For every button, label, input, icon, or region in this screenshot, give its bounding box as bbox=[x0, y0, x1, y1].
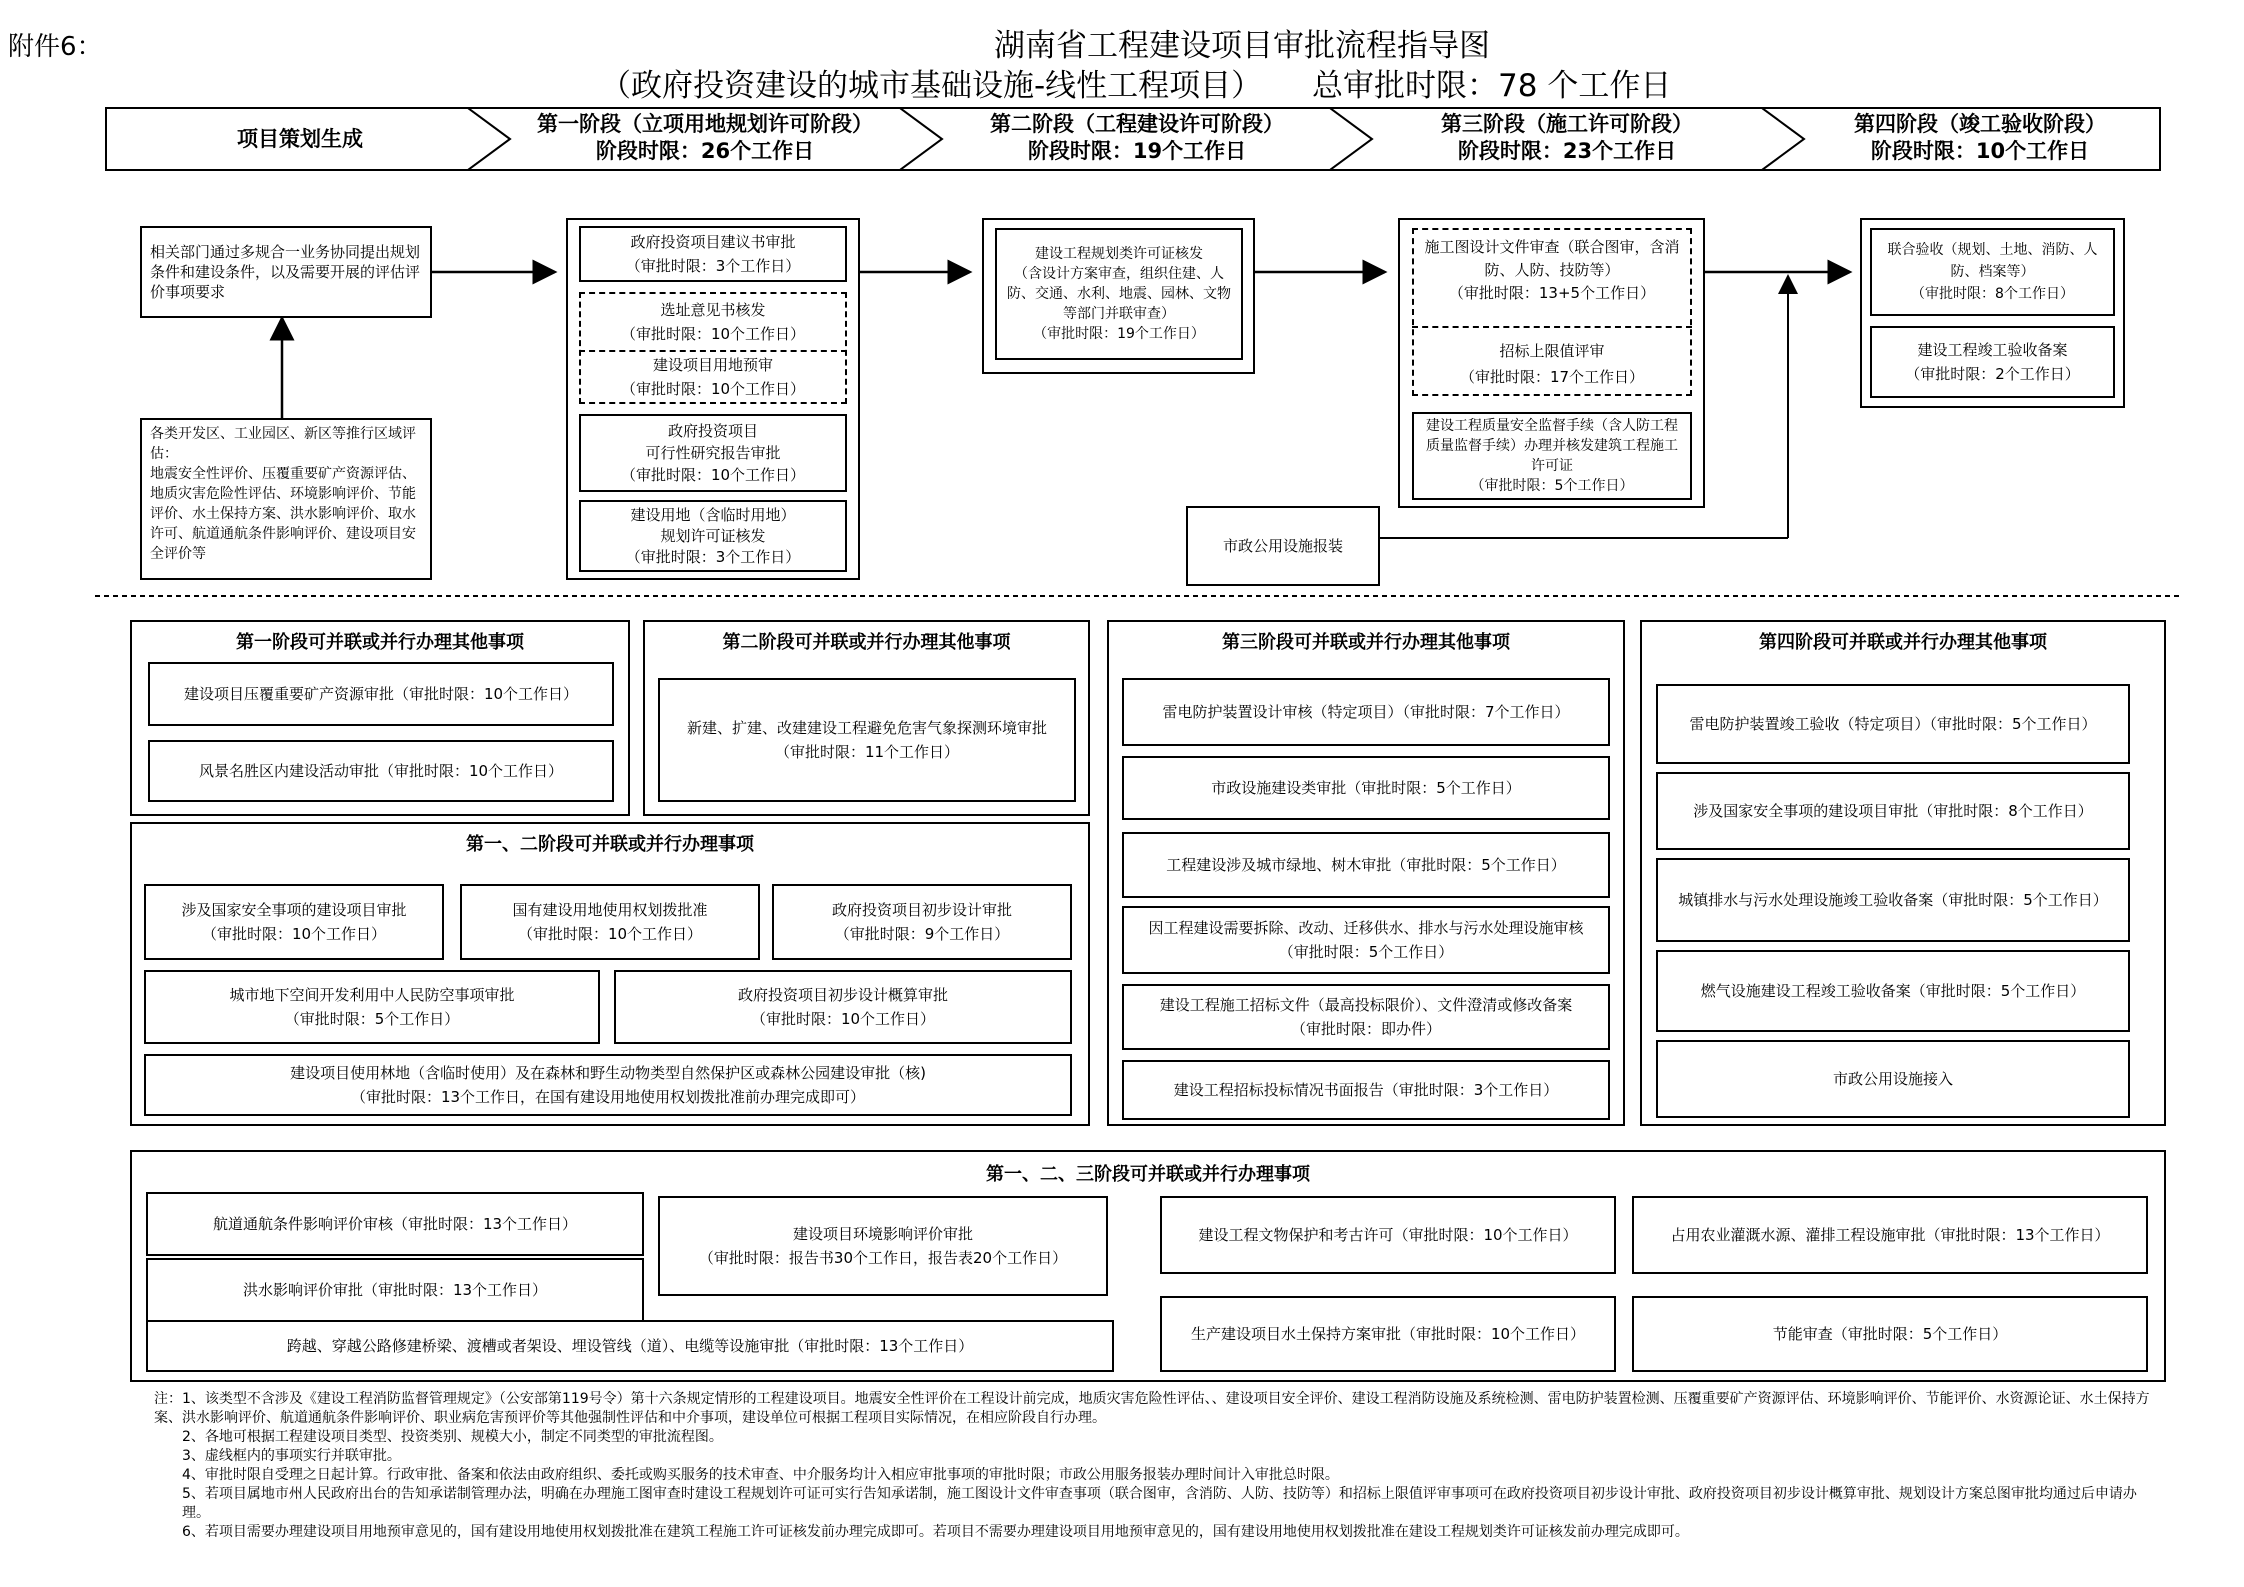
p12-item-6-limit: （审批时限：13个工作日，在国有建设用地使用权划拨批准前办理完成即可） bbox=[350, 1088, 866, 1106]
s3-drawing-title: 施工图设计文件审查（联合图审，含消防、人防、技防等） bbox=[1424, 238, 1680, 279]
s2-planning-permit-box bbox=[995, 228, 1243, 360]
stage-1-name: 第一阶段（立项用地规划许可阶段） bbox=[537, 112, 873, 136]
s2-permit-title: 建设工程规划类许可证核发 bbox=[1035, 246, 1203, 262]
s1-site-limit: （审批时限：10个工作日） bbox=[620, 325, 806, 343]
p3-item-4-limit: （审批时限：5个工作日） bbox=[1278, 943, 1454, 961]
p2-title: 第二阶段可并联或并行办理其他事项 bbox=[722, 632, 1011, 653]
p4-item-2-text: 涉及国家安全事项的建设项目审批（审批时限：8个工作日） bbox=[1693, 802, 2093, 820]
note-6: 6、若项目需要办理建设项目用地预审意见的，国有建设用地使用权划拨批准在建筑工程施工许可证核发前办理完成即可。若项目不需要办理建设项目用地预审意见的，国有建设用地使用权划拨批准在建设工程规划类许可证核发前办理完成即可。 bbox=[182, 1524, 1689, 1540]
s1-site-title: 选址意见书核发 bbox=[660, 301, 766, 319]
s3-municipal-text: 市政公用设施报装 bbox=[1222, 537, 1343, 555]
note-1: 注：1、该类型不含涉及《建设工程消防监督管理规定》（公安部第119号令）第十六条规定情形的工程建设项目。地震安全性评价在工程设计前完成，地质灾害危险性评估、、建设项目安全评价、建设工程消防设施及系统检测、雷电防护装置检测、压覆重要矿产资源评估、环境影响评价、节能评价、水资源论证、水土保持方案、洪水影响评价、航道通航条件影响评价、职业病危害预评价等其他强制性评估和中介事项，建设单位可根据工程项目实际情况，在相应阶段自行办理。 bbox=[154, 1391, 2150, 1426]
p4-item-3 bbox=[1656, 858, 2130, 942]
s2-permit-desc: （含设计方案审查，组织住建、人防、交通、水利、地震、园林、文物等部门并联审查） bbox=[1007, 266, 1231, 322]
p123-item-8-text: 节能审查（审批时限：5个工作日） bbox=[1772, 1325, 2008, 1343]
plan-main-text: 相关部门通过多规合一业务协同提出规划条件和建设条件，以及需要开展的评估评价事项要求 bbox=[150, 243, 421, 301]
p123-item-5-text: 建设工程文物保护和考古许可（审批时限：10个工作日） bbox=[1198, 1226, 1578, 1244]
p4-item-5 bbox=[1656, 1040, 2130, 1118]
p2-item-1-text: 新建、扩建、改建建设工程避免危害气象探测环境审批 bbox=[686, 719, 1047, 737]
p123-item-1-text: 航道通航条件影响评价审核（审批时限：13个工作日） bbox=[212, 1215, 578, 1233]
s4-joint-limit: （审批时限：8个工作日） bbox=[1911, 286, 2074, 302]
s3-municipal-report-box bbox=[1186, 506, 1380, 586]
s1-landplan-title1: 建设用地（含临时用地） bbox=[630, 505, 796, 524]
stage-1-limit: 阶段时限：26个工作日 bbox=[595, 139, 815, 163]
s1-landpre-item bbox=[579, 353, 847, 401]
s1-feasibility-title1: 政府投资项目 bbox=[667, 422, 758, 440]
stage-2-limit: 阶段时限：19个工作日 bbox=[1027, 139, 1247, 163]
s1-divider bbox=[579, 350, 847, 352]
plan-eval-heading: 各类开发区、工业园区、新区等推行区域评估： bbox=[150, 426, 416, 462]
stage-2-name: 第二阶段（工程建设许可阶段） bbox=[990, 112, 1284, 136]
p12-item-4-limit: （审批时限：5个工作日） bbox=[284, 1010, 460, 1028]
p123-item-5 bbox=[1160, 1196, 1616, 1274]
s1-landplan-box bbox=[579, 500, 847, 572]
p3-item-2 bbox=[1122, 756, 1610, 820]
s3-drawing-limit: （审批时限：13+5个工作日） bbox=[1448, 284, 1656, 302]
p12-title: 第一、二阶段可并联或并行办理事项 bbox=[466, 834, 754, 855]
s3-construction-limit: （审批时限：5个工作日） bbox=[1470, 478, 1634, 494]
s4-filing-title: 建设工程竣工验收备案 bbox=[1917, 341, 2068, 359]
s3-bid-title: 招标上限值评审 bbox=[1499, 342, 1605, 360]
p4-item-1 bbox=[1656, 684, 2130, 764]
p2-item-1 bbox=[658, 678, 1076, 802]
p12-item-1-limit: （审批时限：10个工作日） bbox=[201, 925, 387, 943]
p123-item-8 bbox=[1632, 1296, 2148, 1372]
plan-main-box bbox=[140, 226, 432, 318]
p3-item-3-text: 工程建设涉及城市绿地、树木审批（审批时限：5个工作日） bbox=[1166, 856, 1566, 874]
stage-0-label: 项目策划生成 bbox=[237, 127, 363, 151]
s3-construction-permit-box bbox=[1412, 412, 1692, 500]
p123-item-1 bbox=[146, 1192, 644, 1256]
p4-item-5-text: 市政公用设施接入 bbox=[1832, 1070, 1953, 1088]
p12-item-5-limit: （审批时限：10个工作日） bbox=[750, 1010, 936, 1028]
p123-item-6 bbox=[1160, 1296, 1616, 1372]
stage-4-name: 第四阶段（竣工验收阶段） bbox=[1854, 112, 2106, 136]
s1-proposal-box bbox=[579, 226, 847, 282]
p3-item-2-text: 市政设施建设类审批（审批时限：5个工作日） bbox=[1211, 779, 1521, 797]
p1-item-2-text: 风景名胜区内建设活动审批（审批时限：10个工作日） bbox=[198, 762, 564, 780]
p1-item-1-text: 建设项目压覆重要矿产资源审批（审批时限：10个工作日） bbox=[183, 685, 579, 703]
p3-item-3 bbox=[1122, 832, 1610, 898]
p12-item-5 bbox=[614, 970, 1072, 1044]
s3-bid-ceiling-item bbox=[1412, 338, 1692, 390]
p123-item-7 bbox=[1632, 1196, 2148, 1274]
p123-item-4 bbox=[658, 1196, 1108, 1296]
p3-item-1-text: 雷电防护装置设计审核（特定项目）（审批时限：7个工作日） bbox=[1162, 703, 1570, 721]
p4-item-3-text: 城镇排水与污水处理设施竣工验收备案（审批时限：5个工作日） bbox=[1678, 891, 2108, 909]
p123-item-2 bbox=[146, 1258, 644, 1322]
subtitle-text: （政府投资建设的城市基础设施-线性工程项目） bbox=[600, 68, 1263, 104]
s3-bid-limit: （审批时限：17个工作日） bbox=[1459, 368, 1645, 386]
s4-joint-acceptance-box bbox=[1870, 228, 2115, 316]
p123-item-7-text: 占用农业灌溉水源、灌排工程设施审批（审批时限：13个工作日） bbox=[1670, 1226, 2110, 1244]
p3-item-5-limit: （审批时限：即办件） bbox=[1290, 1020, 1441, 1038]
p12-item-1-text: 涉及国家安全事项的建设项目审批 bbox=[181, 901, 407, 919]
stage-4-limit: 阶段时限：10个工作日 bbox=[1870, 139, 2090, 163]
attachment-label: 附件6： bbox=[8, 32, 103, 62]
p3-item-5 bbox=[1122, 984, 1610, 1050]
p3-item-1 bbox=[1122, 678, 1610, 746]
p12-item-4 bbox=[144, 970, 600, 1044]
p3-item-6 bbox=[1122, 1060, 1610, 1120]
p123-item-4-text: 建设项目环境影响评价审批 bbox=[792, 1225, 973, 1243]
notes bbox=[154, 1390, 2164, 1542]
note-4: 4、审批时限自受理之日起计算。行政审批、备案和依法由政府组织、委托或购买服务的技术审查、中介服务均计入相应审批事项的审批时限；市政公用服务报装办理时间计入审批总时限。 bbox=[182, 1467, 1339, 1483]
note-5: 5、若项目属地市州人民政府出台的告知承诺制管理办法，明确在办理施工图审查时建设工程规划许可证可实行告知承诺制，施工图设计文件审查事项（联合图审，含消防、人防、技防等）和招标上限值评审事项可在政府投资项目初步设计审批、政府投资项目初步设计概算审批、规划设计方案总图审批均通过后申请办理。 bbox=[182, 1486, 2137, 1521]
note-3: 3、虚线框内的事项实行并联审批。 bbox=[182, 1448, 401, 1464]
p4-title: 第四阶段可并联或并行办理其他事项 bbox=[1759, 632, 2047, 653]
plan-eval-box bbox=[140, 418, 432, 580]
p4-item-1-text: 雷电防护装置竣工验收（特定项目）（审批时限：5个工作日） bbox=[1689, 715, 2097, 733]
s1-landplan-title2: 规划许可证核发 bbox=[660, 526, 766, 545]
s1-landpre-limit: （审批时限：10个工作日） bbox=[620, 380, 806, 398]
p3-item-4-text: 因工程建设需要拆除、改动、迁移供水、排水与污水处理设施审核 bbox=[1148, 919, 1584, 937]
p12-item-6 bbox=[144, 1054, 1072, 1116]
p4-item-4 bbox=[1656, 950, 2130, 1032]
p12-item-3-limit: （审批时限：9个工作日） bbox=[834, 925, 1010, 943]
p12-item-3-text: 政府投资项目初步设计审批 bbox=[831, 901, 1012, 919]
s1-feasibility-limit: （审批时限：10个工作日） bbox=[620, 466, 806, 484]
p123-item-3-text: 跨越、穿越公路修建桥梁、渡槽或者架设、埋设管线（道）、电缆等设施审批（审批时限：13个工作日） bbox=[286, 1337, 974, 1355]
p12-item-2-text: 国有建设用地使用权划拨批准 bbox=[512, 901, 708, 919]
p123-item-6-text: 生产建设项目水土保持方案审批（审批时限：10个工作日） bbox=[1190, 1325, 1586, 1343]
p1-title: 第一阶段可并联或并行办理其他事项 bbox=[236, 632, 524, 653]
s1-landpre-title: 建设项目用地预审 bbox=[652, 356, 773, 374]
p3-title: 第三阶段可并联或并行办理其他事项 bbox=[1222, 632, 1510, 653]
p3-item-5-text: 建设工程施工招标文件（最高投标限价）、文件澄清或修改备案 bbox=[1159, 996, 1573, 1014]
p3-item-6-text: 建设工程招标投标情况书面报告（审批时限：3个工作日） bbox=[1173, 1081, 1559, 1099]
p123-item-4-limit: （审批时限：报告书30个工作日，报告表20个工作日） bbox=[698, 1249, 1068, 1267]
p123-title: 第一、二、三阶段可并联或并行办理事项 bbox=[986, 1164, 1310, 1185]
p3-item-4 bbox=[1122, 906, 1610, 974]
p123-item-3 bbox=[146, 1320, 1114, 1372]
p4-item-4-text: 燃气设施建设工程竣工验收备案（审批时限：5个工作日） bbox=[1700, 982, 2086, 1000]
s4-filing-box bbox=[1870, 326, 2115, 398]
s1-feasibility-box bbox=[579, 414, 847, 492]
s3-drawing-review-item bbox=[1424, 236, 1680, 305]
s4-joint-title: 联合验收（规划、土地、消防、人防、档案等） bbox=[1887, 242, 2098, 280]
s1-site-item bbox=[579, 298, 847, 346]
stage-3-name: 第三阶段（施工许可阶段） bbox=[1441, 112, 1693, 136]
p123-item-2-text: 洪水影响评价审批（审批时限：13个工作日） bbox=[242, 1281, 548, 1299]
total-limit: 总审批时限：78 个工作日 bbox=[1312, 68, 1672, 104]
plan-eval-list: 地震安全性评价、压覆重要矿产资源评估、地质灾害危险性评估、环境影响评价、节能评价、水土保持方案、洪水影响评价、取水许可、航道通航条件影响评价、建设项目安全评价等 bbox=[150, 466, 416, 562]
page-title: 湖南省工程建设项目审批流程指导图 bbox=[994, 28, 1490, 64]
p12-item-2 bbox=[460, 884, 760, 960]
s3-construction-title: 建设工程质量安全监督手续（含人防工程质量监督手续）办理并核发建筑工程施工许可证 bbox=[1426, 418, 1678, 474]
s1-feasibility-title2: 可行性研究报告审批 bbox=[645, 444, 781, 462]
p4-item-2 bbox=[1656, 772, 2130, 850]
p1-item-1 bbox=[148, 662, 614, 726]
p12-item-3 bbox=[772, 884, 1072, 960]
s1-proposal-title: 政府投资项目建议书审批 bbox=[630, 233, 796, 251]
p1-item-2 bbox=[148, 740, 614, 802]
p12-item-2-limit: （审批时限：10个工作日） bbox=[517, 925, 703, 943]
s1-landplan-limit: （审批时限：3个工作日） bbox=[625, 547, 801, 566]
stage-3-limit: 阶段时限：23个工作日 bbox=[1457, 139, 1677, 163]
p12-item-4-text: 城市地下空间开发利用中人民防空事项审批 bbox=[229, 986, 515, 1004]
s2-permit-limit: （审批时限：19个工作日） bbox=[1033, 326, 1205, 342]
note-2: 2、各地可根据工程建设项目类型、投资类别、规模大小，制定不同类型的审批流程图。 bbox=[182, 1429, 723, 1445]
p12-item-5-text: 政府投资项目初步设计概算审批 bbox=[737, 986, 948, 1004]
s3-divider bbox=[1412, 326, 1692, 328]
s1-proposal-limit: （审批时限：3个工作日） bbox=[625, 257, 801, 275]
p12-item-6-text: 建设项目使用林地（含临时使用）及在森林和野生动物类型自然保护区或森林公园建设审批（核) bbox=[290, 1064, 926, 1082]
p12-item-1 bbox=[144, 884, 444, 960]
p2-item-1-limit: （审批时限：11个工作日） bbox=[774, 743, 960, 761]
s4-filing-limit: （审批时限：2个工作日） bbox=[1905, 365, 2080, 383]
